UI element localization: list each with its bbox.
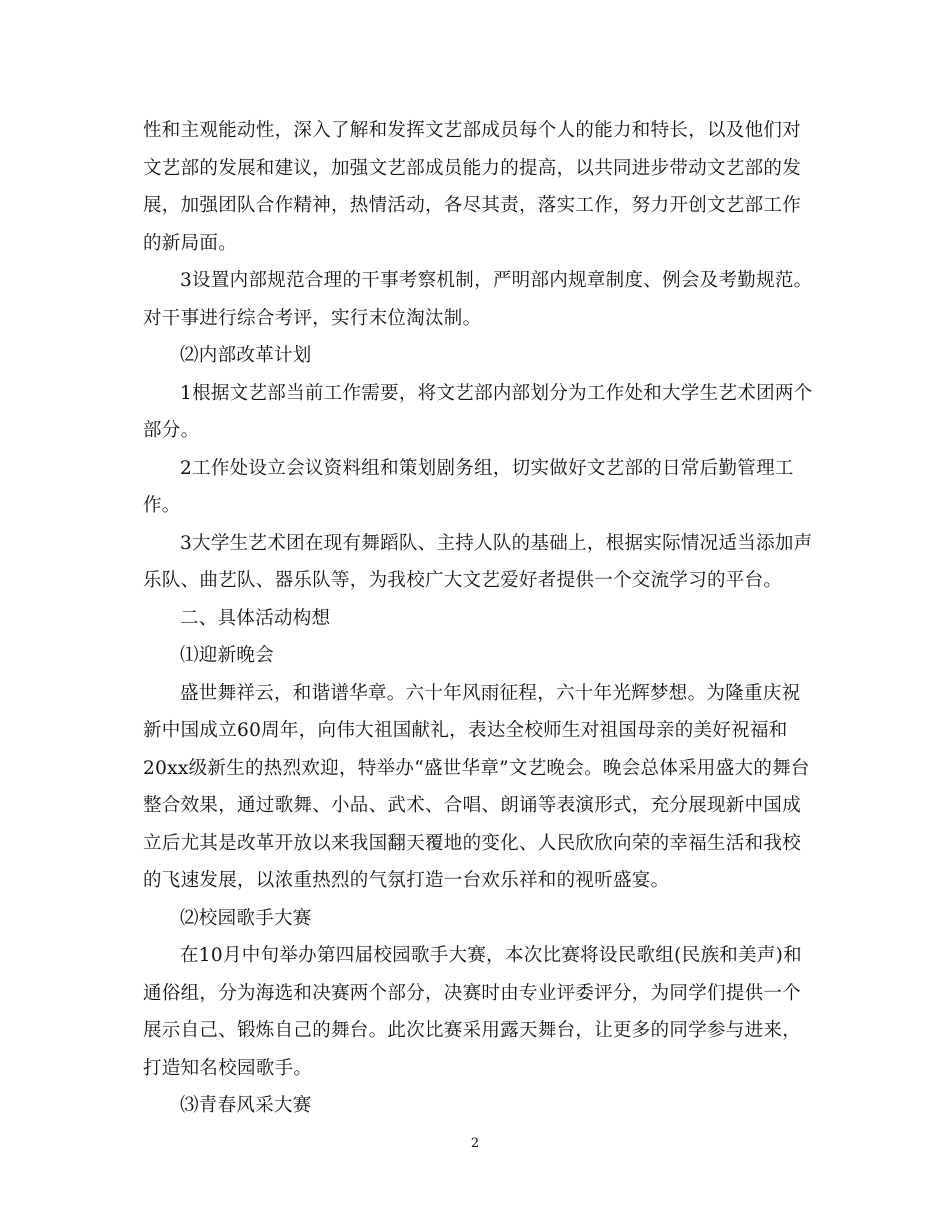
paragraph [143,112,811,262]
text-line: 性和主观能动性，深入了解和发挥文艺部成员每个人的能力和特长，以及他们对 [143,120,802,141]
text-line: 3设置内部规范合理的干事考察机制，严明部内规章制度、例会及考勤规范。 [180,270,813,291]
text-line: 展，加强团队合作精神，热情活动，各尽其责，落实工作，努力开创文艺部工作 [143,195,802,216]
text-line: 1根据文艺部当前工作需要，将文艺部内部划分为工作处和大学生艺术团两个 [180,382,813,404]
text-line: ⑵内部改革计划 [180,345,312,366]
text-line: 新中国成立60周年，向伟大祖国献礼，表达全校师生对祖国母亲的美好祝福和 [143,720,788,741]
text-line: 盛世舞祥云，和谐谱华章。六十年风雨征程，六十年光辉梦想。为隆重庆祝 [180,682,801,704]
text-line: 2工作处设立会议资料组和策划剧务组，切实做好文艺部的日常后勤管理工 [180,457,794,479]
text-line: 立后尤其是改革开放以来我国翻天覆地的变化、人民欣欣向荣的幸福生活和我校 [143,832,802,854]
text-line: ⑶青春风采大赛 [180,1095,312,1116]
section-heading [143,337,811,375]
text-line: 部分。 [143,420,200,441]
text-line: 对干事进行综合考评，实行末位淘汰制。 [143,307,482,329]
text-line: 作。 [143,495,181,516]
text-line: 20xx级新生的热烈欢迎，特举办“盛世华章”文艺晚会。晚会总体采用盛大的舞台 [143,757,810,779]
paragraph [143,525,811,600]
text-line: 文艺部的发展和建议，加强文艺部成员能力的提高，以共同进步带动文艺部的发 [143,157,802,179]
text-line: ⑵校园歌手大赛 [180,907,312,929]
text-line: 通俗组，分为海选和决赛两个部分，决赛时由专业评委评分，为同学们提供一个 [143,982,802,1004]
section-heading [143,600,811,638]
text-line: 二、具体活动构想 [180,607,331,629]
page-number: 2 [470,1136,480,1151]
text-line: 整合效果，通过歌舞、小品、武术、合唱、朗诵等表演形式，充分展现新中国成 [143,795,802,816]
paragraph [143,675,811,900]
text-line: 3大学生艺术团在现有舞蹈队、主持人队的基础上，根据实际情况适当添加声 [180,532,813,554]
paragraph [143,262,811,337]
text-line: 的飞速发展，以浓重热烈的气氛打造一台欢乐祥和的视听盛宴。 [143,870,670,891]
text-line: 打造知名校园歌手。 [143,1057,313,1079]
text-line: ⑴迎新晚会 [180,645,275,666]
paragraph [143,937,811,1087]
paragraph [143,375,811,450]
text-line: 在10月中旬举办第四届校园歌手大赛，本次比赛将设民歌组(民族和美声)和 [180,945,802,966]
text-line: 展示自己、锻炼自己的舞台。此次比赛采用露天舞台，让更多的同学参与进来， [143,1020,802,1041]
section-heading [143,637,811,675]
paragraph [143,450,811,525]
section-heading [143,900,811,938]
text-line: 的新局面。 [143,232,238,254]
section-heading [143,1087,811,1125]
document-body [143,112,811,1125]
text-line: 乐队、曲艺队、器乐队等，为我校广大文艺爱好者提供一个交流学习的平台。 [143,570,783,591]
